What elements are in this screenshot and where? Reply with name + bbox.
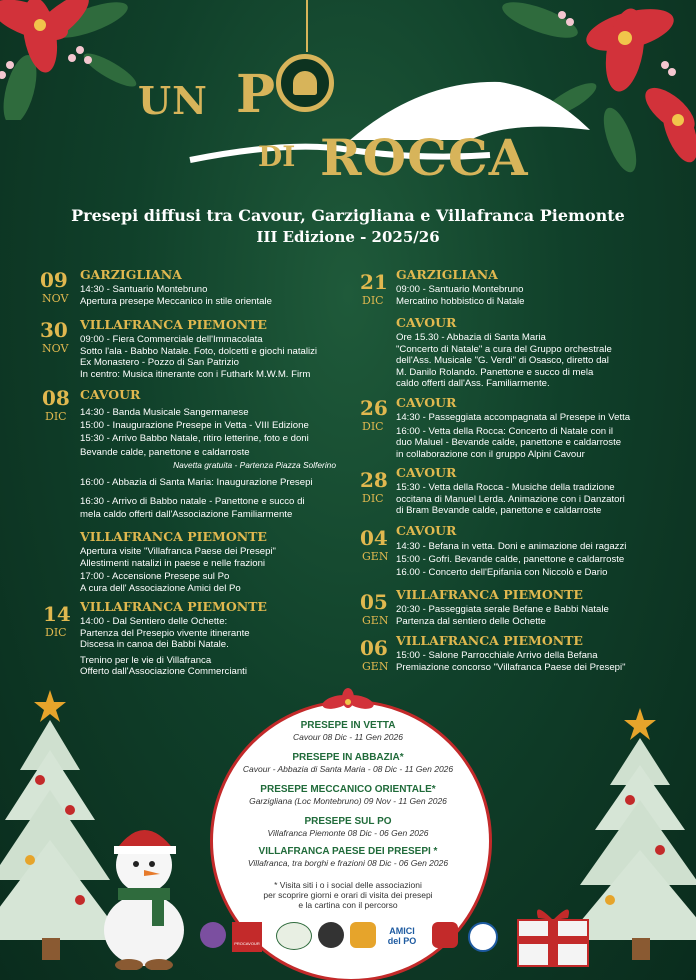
event-line: 09:00 - Fiera Commerciale dell'Immacolata xyxy=(80,334,263,345)
event-line: di Bram Bevande calde, panettone e caldarroste xyxy=(396,505,602,517)
presepe-sub: Villafranca, tra borghi e frazioni 08 Dic - 06 Gen 2026 xyxy=(247,858,449,868)
event-line: 15:30 - Vetta della Rocca - Musiche della tradizione xyxy=(396,482,615,493)
event-place: GARZIGLIANA xyxy=(80,267,182,282)
event-day: 26 xyxy=(360,396,388,420)
sponsor-logos xyxy=(196,922,506,962)
subtitle-line1: Presepi diffusi tra Cavour, Garzigliana e Villafranca Piemonte xyxy=(71,206,625,225)
event-place: GARZIGLIANA xyxy=(396,267,498,282)
logo xyxy=(0,0,696,200)
event-line: Partenza dal sentiero delle Ochette xyxy=(396,615,546,627)
event-place: CAVOUR xyxy=(396,465,457,480)
visit-note xyxy=(220,880,476,910)
logo-p: P xyxy=(236,64,276,125)
event-line: 16:30 - Arrivo di Babbo natale - Panettone e succo di xyxy=(80,496,305,508)
logo-rocca: ROCCA xyxy=(320,128,529,187)
ornament-o xyxy=(276,54,334,112)
event-place: CAVOUR xyxy=(396,395,457,410)
presepe-title: PRESEPE IN ABBAZIA* xyxy=(292,752,404,763)
sponsor-logo-5-icon xyxy=(350,922,376,948)
event-month: NOV xyxy=(42,342,69,355)
event-line: "Concerto di Natale" a cura del Gruppo orchestrale xyxy=(396,343,612,355)
event-line: In centro: Musica itinerante con i Futhark M.W.M. Firm xyxy=(80,368,311,380)
event-month: GEN xyxy=(362,660,389,673)
presepe-title: PRESEPE IN VETTA xyxy=(300,720,396,731)
event-month: DIC xyxy=(45,626,67,639)
note-line: per scoprire giorni e orari di visita dei presepi xyxy=(263,890,433,900)
sponsor-logo-7-icon xyxy=(432,922,458,948)
event-line: Sotto l'ala - Babbo Natale. Foto, dolcetti e giochi natalizi xyxy=(80,345,318,357)
event-lines xyxy=(396,650,626,673)
event-line: 16.00 - Concerto dell'Epifania con Niccolò e Dario xyxy=(396,567,608,578)
event-line: duo Maluel - Bevande calde, panettone e caldarroste xyxy=(396,437,622,449)
event-line: Trenino per le vie di Villafranca xyxy=(80,654,212,666)
event-line: Discesa in canoa dei Babbi Natale. xyxy=(80,639,229,651)
event-day: 08 xyxy=(42,386,70,410)
presepe-sub: Garzigliana (Loc Montebruno) 09 Nov - 11 Gen 2026 xyxy=(249,796,447,806)
event-line: 15:00 - Gofri. Bevande calde, panettone e caldarroste xyxy=(396,554,625,565)
event-lines xyxy=(80,334,317,380)
sponsor-logo-3-icon xyxy=(276,922,312,950)
event-line: Apertura visite "Villafranca Paese dei Presepi" xyxy=(80,546,276,557)
nativity-icon xyxy=(293,71,317,95)
event-place: VILLAFRANCA PIEMONTE xyxy=(80,529,267,544)
presepe-item-villafranca xyxy=(220,846,476,869)
event-lines xyxy=(80,546,276,594)
event-line: 20:30 - Passeggiata serale Befane e Babbi Natale xyxy=(396,604,609,615)
event-month: DIC xyxy=(362,294,384,307)
presepe-item-meccanico xyxy=(220,784,476,807)
event-day: 28 xyxy=(360,468,388,492)
event-lines xyxy=(396,540,626,579)
event-line: 14:30 - Santuario Montebruno xyxy=(80,284,208,295)
event-place: VILLAFRANCA PIEMONTE xyxy=(396,587,583,602)
event-month: NOV xyxy=(42,292,69,305)
event-place: VILLAFRANCA PIEMONTE xyxy=(80,317,267,332)
event-lines xyxy=(80,284,272,307)
event-lines xyxy=(80,616,250,678)
event-line: occitana di Manuel Lerda. Animazione con i Danzatori xyxy=(396,493,625,505)
event-line: Offerto dall'Associazione Commercianti xyxy=(80,666,247,678)
event-line: in collaborazione con il gruppo Alpini Cavour xyxy=(396,448,585,460)
event-line: 15:30 - Arrivo Babbo Natale, ritiro letterine, foto e doni xyxy=(80,433,309,445)
event-line: 14:30 - Passeggiata accompagnata al Presepe in Vetta xyxy=(396,412,631,423)
presepe-title: PRESEPE SUL PO xyxy=(304,816,392,827)
event-line: Ore 15.30 - Abbazia di Santa Maria xyxy=(396,332,546,343)
event-month: DIC xyxy=(362,420,384,433)
event-line: M. Danilo Rolando. Panettone e succo di mela xyxy=(396,366,594,378)
note-line: e la cartina con il percorso xyxy=(298,900,398,910)
subtitle-line2: III Edizione - 2025/26 xyxy=(256,228,440,246)
event-line: 16:00 - Abbazia di Santa Maria: Inaugurazione Presepi xyxy=(80,477,313,489)
event-line: 15:00 - Salone Parrocchiale Arrivo della Befana xyxy=(396,650,598,661)
sponsor-logo-procavour: PROCAVOUR xyxy=(232,922,262,952)
presepe-sub: Cavour 08 Dic - 11 Gen 2026 xyxy=(293,732,403,742)
event-line: 16:00 - Vetta della Rocca: Concerto di Natale con il xyxy=(396,425,614,437)
event-line: Ex Monastero - Pozzo di San Patrizio xyxy=(80,357,239,369)
event-month: GEN xyxy=(362,550,389,563)
event-day: 06 xyxy=(360,636,388,660)
event-place: CAVOUR xyxy=(80,387,141,402)
presepe-sub: Cavour - Abbazia di Santa Maria - 08 Dic - 11 Gen 2026 xyxy=(242,764,454,774)
presepe-item-vetta xyxy=(220,720,476,743)
presepe-title: PRESEPE MECCANICO ORIENTALE* xyxy=(260,784,436,795)
ornament-string xyxy=(306,0,308,52)
event-place: CAVOUR xyxy=(396,523,457,538)
event-day: 09 xyxy=(40,268,68,292)
event-line: Partenza del Presepio vivente itinerante xyxy=(80,627,250,639)
event-line: 15:00 - Inaugurazione Presepe in Vetta - VIII Edizione xyxy=(80,420,309,432)
snowman-icon xyxy=(94,810,194,970)
presepe-title: VILLAFRANCA PAESE DEI PRESEPI * xyxy=(258,846,438,857)
event-lines xyxy=(396,332,612,390)
sponsor-logo-4-icon xyxy=(318,922,344,948)
event-line: A cura dell' Associazione Amici del Po xyxy=(80,582,241,594)
event-month: DIC xyxy=(45,410,67,423)
event-lines xyxy=(396,604,609,627)
event-day: 04 xyxy=(360,526,388,550)
event-line: Bevande calde, panettone e caldarroste xyxy=(80,446,250,458)
event-line: Mercatino hobbistico di Natale xyxy=(396,295,525,307)
event-day: 21 xyxy=(360,270,388,294)
note-line: * Visita siti i o i social delle associazioni xyxy=(274,880,422,890)
presepe-item-po xyxy=(220,816,476,839)
event-line: Premiazione concorso "Villafranca Paese dei Presepi" xyxy=(396,661,626,673)
event-place: CAVOUR xyxy=(396,315,457,330)
event-line: Allestimenti natalizi in paese e nelle frazioni xyxy=(80,557,266,569)
sponsor-logo-amici: AMICI del PO xyxy=(387,926,417,946)
event-line: 17:00 - Accensione Presepe sul Po xyxy=(80,571,230,583)
sponsor-logo-8-icon xyxy=(468,922,498,952)
event-line: dell'Ass. Musicale "G. Verdi" di Osasco, diretto dal xyxy=(396,355,609,367)
event-lines xyxy=(396,482,625,517)
event-place: VILLAFRANCA PIEMONTE xyxy=(396,633,583,648)
logo-di: DI xyxy=(258,140,296,173)
sponsor-logo-1-icon xyxy=(200,922,226,948)
event-line: 14:00 - Dal Sentiero delle Ochette: xyxy=(80,616,228,627)
presepe-item-abbazia xyxy=(220,752,476,775)
event-day: 05 xyxy=(360,590,388,614)
event-day: 30 xyxy=(40,318,68,342)
event-lines xyxy=(80,406,336,522)
gift-icon xyxy=(508,890,598,970)
event-lines xyxy=(396,412,630,460)
event-line: 14:30 - Befana in vetta. Doni e animazione dei ragazzi xyxy=(396,541,627,552)
event-month: DIC xyxy=(362,492,384,505)
logo-un: UN xyxy=(138,78,208,123)
event-month: GEN xyxy=(362,614,389,627)
event-day: 14 xyxy=(43,602,71,626)
event-lines xyxy=(396,284,525,307)
event-line: 09:00 - Santuario Montebruno xyxy=(396,284,524,295)
event-line: mela caldo offerti dall'Associazione Familiarmente xyxy=(80,509,293,521)
event-line: caldo offerti dall'Ass. Familiarmente. xyxy=(396,378,550,390)
event-place: VILLAFRANCA PIEMONTE xyxy=(80,599,267,614)
poinsettia-circle-icon xyxy=(320,688,376,716)
event-line: 14:30 - Banda Musicale Sangermanese xyxy=(80,407,249,418)
event-line: Apertura presepe Meccanico in stile orientale xyxy=(80,295,272,307)
presepe-sub: Villafranca Piemonte 08 Dic - 06 Gen 2026 xyxy=(267,828,429,838)
event-line: Navetta gratuita - Partenza Piazza Solferino xyxy=(173,459,336,470)
